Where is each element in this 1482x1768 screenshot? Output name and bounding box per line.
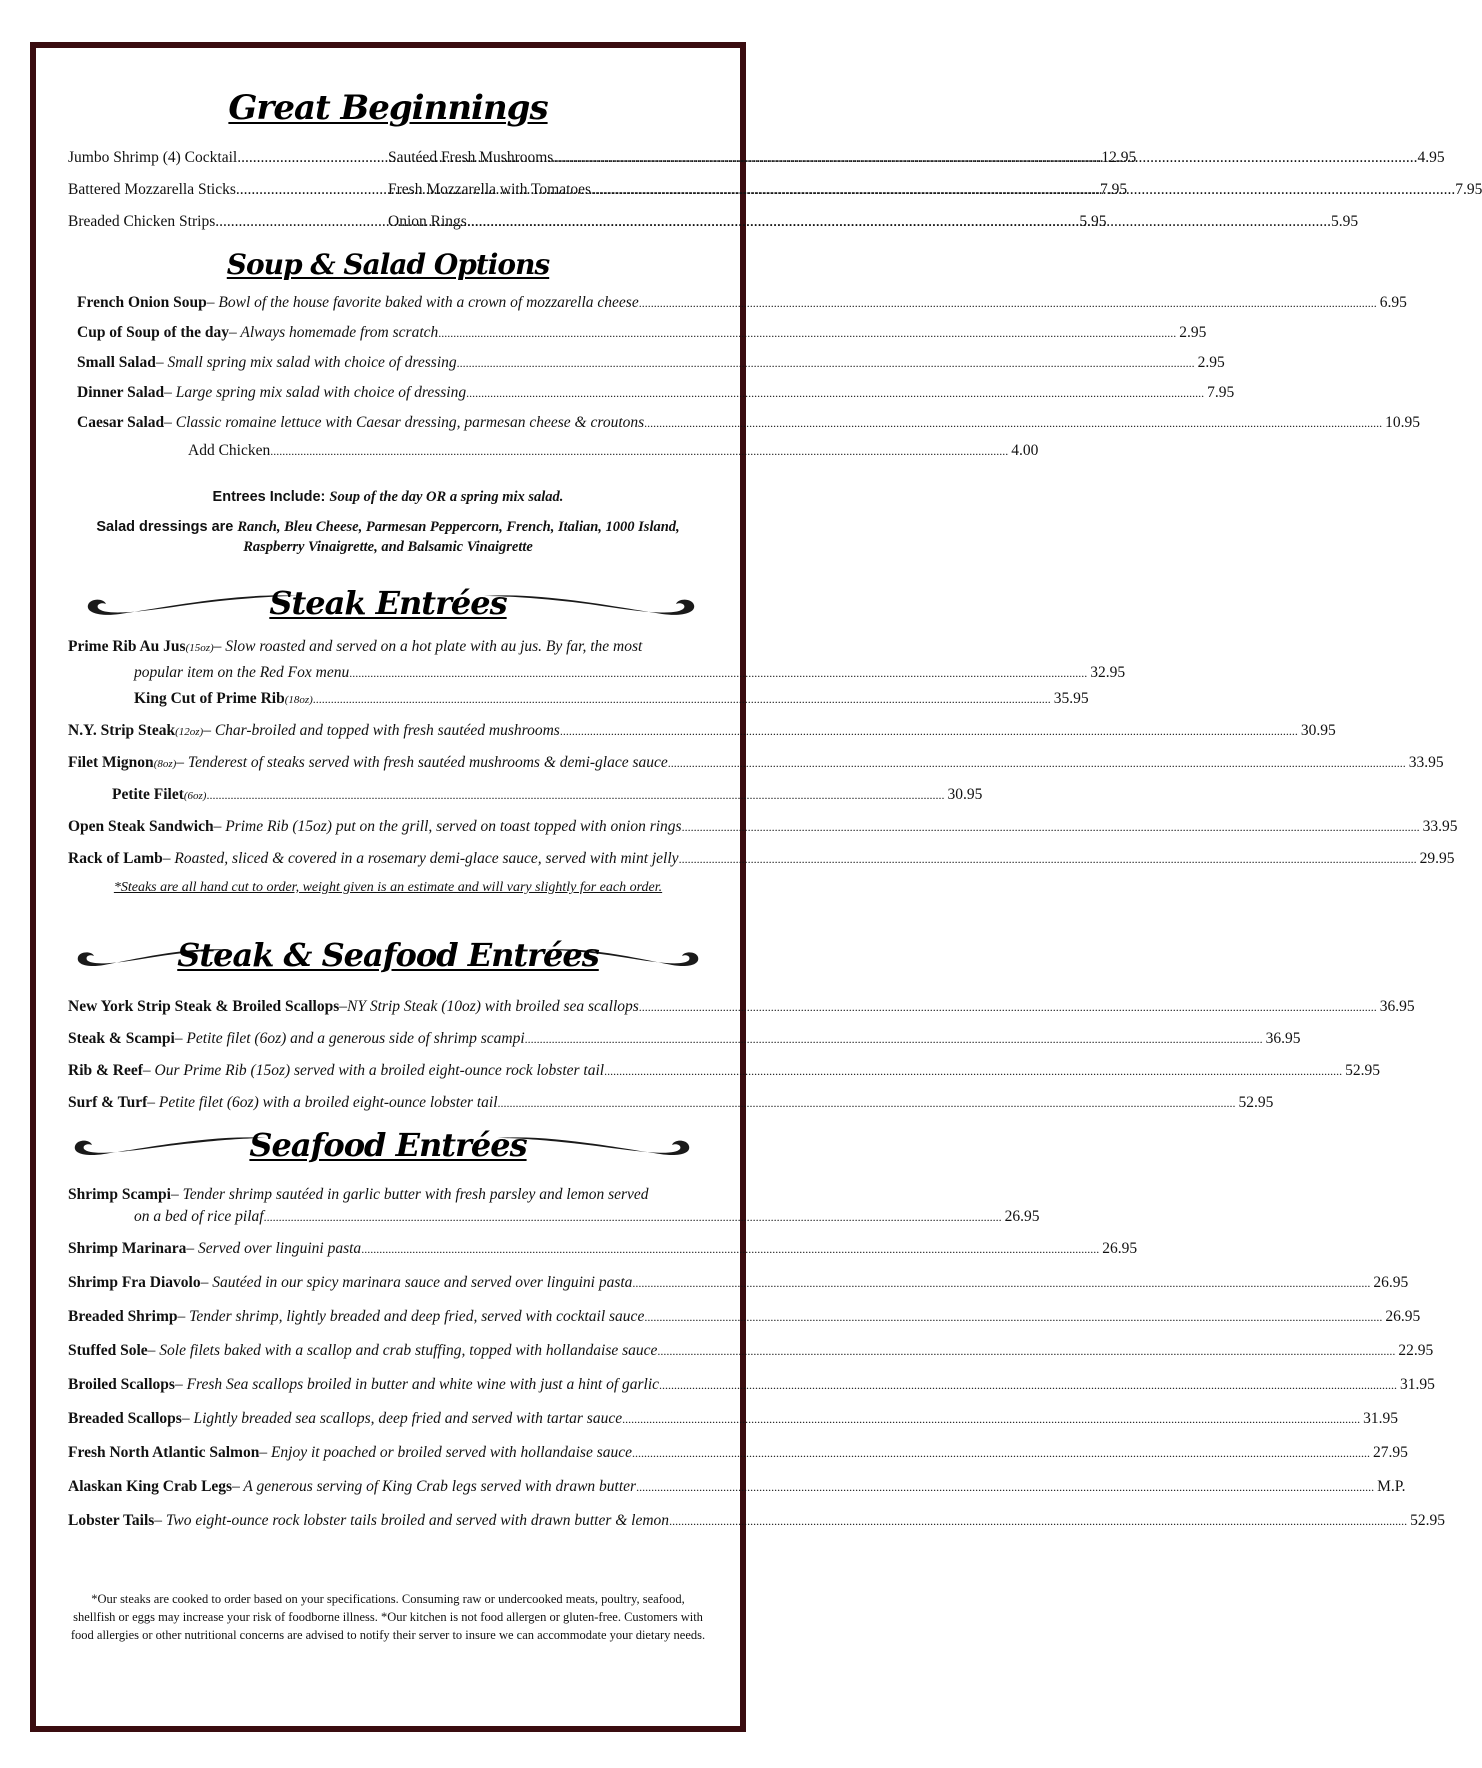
- steak-item-petite-filet: Petite Filet (6oz) ..... 30.95: [112, 784, 696, 807]
- salad-item: Dinner Salad – Large spring mix salad with choice of dressing ..... 7.95: [77, 382, 696, 404]
- seafood-item: Breaded Scallops – Lightly breaded sea scallops, deep fried and served with tartar sauce ..... 31.95: [68, 1408, 696, 1430]
- dressings-note-cont: Raspberry Vinaigrette, and Balsamic Vinaigrette: [243, 539, 533, 555]
- steak-cut-note: *Steaks are all hand cut to order, weight given is an estimate and will vary slightly for each order.: [113, 880, 663, 895]
- steak-seafood-item: New York Strip Steak & Broiled Scallops –NY Strip Steak (10oz) with broiled sea scallops ..... 36.95: [68, 996, 696, 1018]
- steak-item-king-cut: King Cut of Prime Rib (18oz) ..... 35.95: [134, 688, 696, 711]
- entrees-include-note: Entrees Include: Soup of the day OR a spring mix salad.: [212, 489, 564, 505]
- seafood-item: Fresh North Atlantic Salmon – Enjoy it poached or broiled served with hollandaise sauce ..... 27.95: [68, 1442, 696, 1464]
- dressings-note: Salad dressings are Ranch, Bleu Cheese, Parmesan Peppercorn, French, Italian, 1000 Island,: [96, 519, 680, 535]
- appetizer-item: Fresh Mozzarella with Tomatoes ..... 7.95: [388, 180, 692, 200]
- appetizer-item: Breaded Chicken Strips ..... 5.95: [68, 212, 322, 232]
- salad-item: Small Salad – Small spring mix salad with choice of dressing ..... 2.95: [77, 352, 696, 374]
- seafood-entrees-title: Seafood Entrées: [249, 1126, 527, 1164]
- steak-entrees-title: Steak Entrées: [269, 584, 507, 622]
- seafood-item: Shrimp Fra Diavolo – Sautéed in our spicy marinara sauce and served over linguini pasta ..... 26.95: [68, 1272, 696, 1294]
- steak-seafood-item: Surf & Turf – Petite filet (6oz) with a broiled eight-ounce lobster tail ..... 52.95: [68, 1092, 696, 1114]
- soup-salad-title: Soup & Salad Options: [226, 248, 550, 281]
- steak-item-sandwich: Open Steak Sandwich – Prime Rib (15oz) put on the grill, served on toast topped with onion rings ..... 33.95: [68, 816, 696, 838]
- salad-item: Caesar Salad – Classic romaine lettuce with Caesar dressing, parmesan cheese & croutons ..... 10.95: [77, 412, 696, 434]
- steak-item-filet: Filet Mignon (8oz) – Tenderest of steaks served with fresh sautéed mushrooms & demi-glace sauce ..... 33.95: [68, 752, 696, 775]
- seafood-item: Stuffed Sole – Sole filets baked with a scallop and crab stuffing, topped with hollandaise sauce ..... 22.95: [68, 1340, 696, 1362]
- steak-seafood-item: Rib & Reef – Our Prime Rib (15oz) served with a broiled eight-ounce rock lobster tail ..... 52.95: [68, 1060, 696, 1082]
- steak-item-prime-rib: Prime Rib Au Jus (15oz) – Slow roasted and served on a hot plate with au jus. By far, the most: [68, 638, 643, 655]
- steak-seafood-item: Steak & Scampi – Petite filet (6oz) and a generous side of shrimp scampi ..... 36.95: [68, 1028, 696, 1050]
- food-safety-disclaimer: *Our steaks are cooked to order based on your specifications. Consuming raw or undercooked meats, poultry, seafood, shellfish or eggs may increase your risk of foodborne illness. *Our kitchen is not food allergen or gluten-free. Customers with food allergies or other nutritional concerns are advised to notify their server to insure we can accommodate your dietary needs.: [70, 1592, 706, 1642]
- seafood-item-scampi: Shrimp Scampi – Tender shrimp sautéed in garlic butter with fresh parsley and lemon served: [68, 1186, 649, 1203]
- appetizer-item: Onion Rings ..... 5.95: [388, 212, 692, 232]
- appetizer-item: Battered Mozzarella Sticks ..... 7.95: [68, 180, 322, 200]
- soup-item: Cup of Soup of the day – Always homemade from scratch ..... 2.95: [77, 322, 696, 344]
- steak-seafood-title: Steak & Seafood Entrées: [177, 936, 599, 974]
- seafood-item: Breaded Shrimp – Tender shrimp, lightly breaded and deep fried, served with cocktail sauce ..... 26.95: [68, 1306, 696, 1328]
- steak-item-ny-strip: N.Y. Strip Steak (12oz) – Char-broiled and topped with fresh sautéed mushrooms ..... 30.95: [68, 720, 696, 743]
- soup-item: French Onion Soup – Bowl of the house favorite baked with a crown of mozzarella cheese ..... 6.95: [77, 292, 696, 314]
- seafood-item: Shrimp Marinara – Served over linguini pasta ..... 26.95: [68, 1238, 696, 1260]
- seafood-item: Broiled Scallops – Fresh Sea scallops broiled in butter and white wine with just a hint of garlic ..... 31.95: [68, 1374, 696, 1396]
- steak-item-prime-rib-cont: popular item on the Red Fox menu ..... 32.95: [134, 662, 696, 684]
- seafood-item: Alaskan King Crab Legs – A generous serving of King Crab legs served with drawn butter ..... M.P.: [68, 1476, 696, 1498]
- steak-item-lamb: Rack of Lamb – Roasted, sliced & covered in a rosemary demi-glace sauce, served with mint jelly ..... 29.95: [68, 848, 696, 870]
- seafood-item: Lobster Tails – Two eight-ounce rock lobster tails broiled and served with drawn butter & lemon ..... 52.95: [68, 1510, 696, 1532]
- appetizer-item: Jumbo Shrimp (4) Cocktail ..... 12.95: [68, 148, 330, 168]
- seafood-item-scampi-cont: on a bed of rice pilaf ..... 26.95: [134, 1206, 696, 1228]
- appetizer-item: Sautéed Fresh Mushrooms ..... 4.95: [388, 148, 692, 168]
- add-chicken-item: Add Chicken ..... 4.00: [188, 440, 610, 462]
- great-beginnings-title: Great Beginnings: [228, 88, 548, 128]
